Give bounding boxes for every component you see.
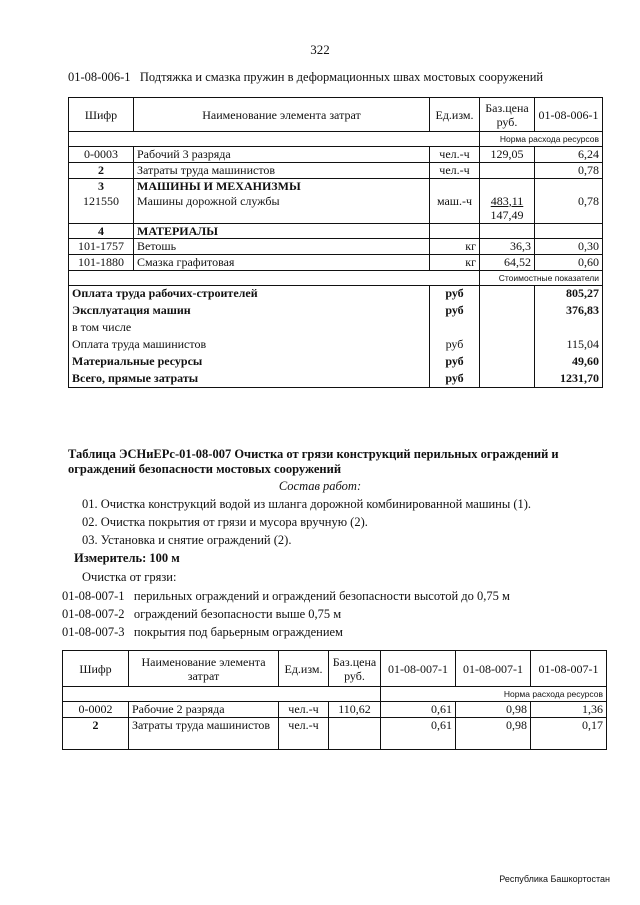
col-header-norm-2: 01-08-007-1 [456,651,531,687]
row-unit: кг [430,255,480,271]
row-value-2: 0,98 [456,718,531,750]
works-heading: Состав работ: [278,479,362,493]
row-price: 64,52 [480,255,535,271]
item-text: ограждений безопасности выше 0,75 м [133,607,342,621]
item-code: 01-08-007-2 [62,607,125,621]
table-row [69,194,603,224]
resource-table-2 [62,650,607,750]
row-price: 483,11 [490,193,524,208]
cost-name: Материальные ресурсы [69,354,430,371]
col-header-name: Наименование элемента затрат [129,651,279,687]
cost-name: Всего, прямые затраты [69,371,430,388]
cost-value: 115,04 [535,337,603,354]
cost-name: Эксплуатация машин [69,303,430,320]
table-row [69,147,603,163]
cost-row [69,320,603,337]
col-header-code: Шифр [63,651,129,687]
row-code: 4 [69,224,134,239]
cost-row [69,286,603,303]
col-header-price: Баз.цена руб. [329,651,381,687]
item-code: 01-08-007-1 [62,589,125,603]
col-header-name: Наименование элемента затрат [134,98,430,132]
row-name: Затраты труда машинистов [134,163,430,179]
row-price: 36,3 [480,239,535,255]
row-unit: чел.-ч [279,718,329,750]
row-name: МАШИНЫ И МЕХАНИЗМЫ [134,179,430,194]
row-name: Рабочий 3 разряда [134,147,430,163]
row-code: 3 [69,179,134,194]
work-item: 02. Очистка покрытия от грязи и мусора вручную (2). [82,515,368,529]
row-price: 129,05 [480,147,535,163]
page-number: 322 [310,42,330,57]
table-row [69,255,603,271]
col-header-norm: 01-08-006-1 [535,98,603,132]
cost-unit: руб [430,303,480,320]
section-code: 01-08-006-1 [68,70,131,84]
work-item: 03. Установка и снятие ограждений (2). [82,533,292,547]
col-header-unit: Ед.изм. [279,651,329,687]
cost-row [69,354,603,371]
item-text: перильных ограждений и ограждений безопасности высотой до 0,75 м [133,589,510,603]
subhead: Очистка от грязи: [82,570,177,584]
row-code: 2 [69,163,134,179]
row-name: Рабочие 2 разряда [129,702,279,718]
row-code: 101-1880 [69,255,134,271]
cost-unit: руб [430,286,480,303]
row-value-2: 0,98 [456,702,531,718]
cost-value: 1231,70 [535,371,603,388]
table-row [69,239,603,255]
col-header-price: Баз.цена руб. [480,98,535,132]
cost-name: Оплата труда рабочих-строителей [69,286,430,303]
cost-unit: руб [430,337,480,354]
cost-value: 49,60 [535,354,603,371]
row-unit: кг [430,239,480,255]
row-value-1: 0,61 [381,702,456,718]
item-line [62,607,341,622]
table-row [63,718,607,750]
col-header-unit: Ед.изм. [430,98,480,132]
row-unit: чел.-ч [430,147,480,163]
item-line [62,625,343,640]
row-unit: маш.-ч [430,194,480,224]
row-price: 110,62 [329,702,381,718]
cost-row [69,371,603,388]
row-name: Затраты труда машинистов [129,718,279,750]
table-row [63,702,607,718]
section-title: Подтяжка и смазка пружин в деформационных швах мостовых сооружений [139,70,544,84]
cost-name: в том числе [69,320,430,337]
table2-title: Таблица ЭСНиЕРс-01-08-007 Очистка от грязи конструкций перильных ограждений и ограждений безопасности мостовых сооружений [68,447,559,476]
table-row [69,224,603,239]
row-code: 0-0003 [69,147,134,163]
row-unit: чел.-ч [279,702,329,718]
item-line [62,589,510,604]
row-value-1: 0,61 [381,718,456,750]
row-value-3: 0,17 [531,718,607,750]
row-unit: чел.-ч [430,163,480,179]
row-value: 0,30 [535,239,603,255]
resource-table-1 [68,97,603,388]
row-value: 0,60 [535,255,603,271]
row-name: Ветошь [134,239,430,255]
row-value: 0,78 [535,163,603,179]
cost-unit: руб [430,354,480,371]
row-name: Машины дорожной службы [134,194,430,224]
work-item: 01. Очистка конструкций водой из шланга дорожной комбинированной машины (1). [82,497,532,511]
row-code: 101-1757 [69,239,134,255]
norm-label: Норма расхода ресурсов [381,687,607,702]
table-row [69,179,603,194]
row-name: Смазка графитовая [134,255,430,271]
row-value: 6,24 [535,147,603,163]
row-price [329,718,381,750]
cost-unit: руб [430,371,480,388]
footer-region: Республика Башкортостан [499,874,610,884]
table-row [69,163,603,179]
row-price-machinist: 147,49 [490,207,524,222]
col-header-norm-3: 01-08-007-1 [531,651,607,687]
cost-value: 376,83 [535,303,603,320]
cost-label: Стоимостные показатели [480,271,603,286]
row-code: 121550 [69,194,134,224]
cost-row [69,337,603,354]
row-price [480,163,535,179]
row-value-3: 1,36 [531,702,607,718]
item-code: 01-08-007-3 [62,625,125,639]
norm-label: Норма расхода ресурсов [480,132,603,147]
row-name: МАТЕРИАЛЫ [134,224,430,239]
col-header-code: Шифр [69,98,134,132]
meter-label: Измеритель: 100 м [74,551,180,565]
row-code: 0-0002 [63,702,129,718]
col-header-norm-1: 01-08-007-1 [381,651,456,687]
row-value: 0,78 [535,194,603,224]
section-heading [68,70,543,85]
cost-value: 805,27 [535,286,603,303]
item-text: покрытия под барьерным ограждением [133,625,343,639]
cost-name: Оплата труда машинистов [69,337,430,354]
cost-row [69,303,603,320]
row-code: 2 [63,718,129,750]
